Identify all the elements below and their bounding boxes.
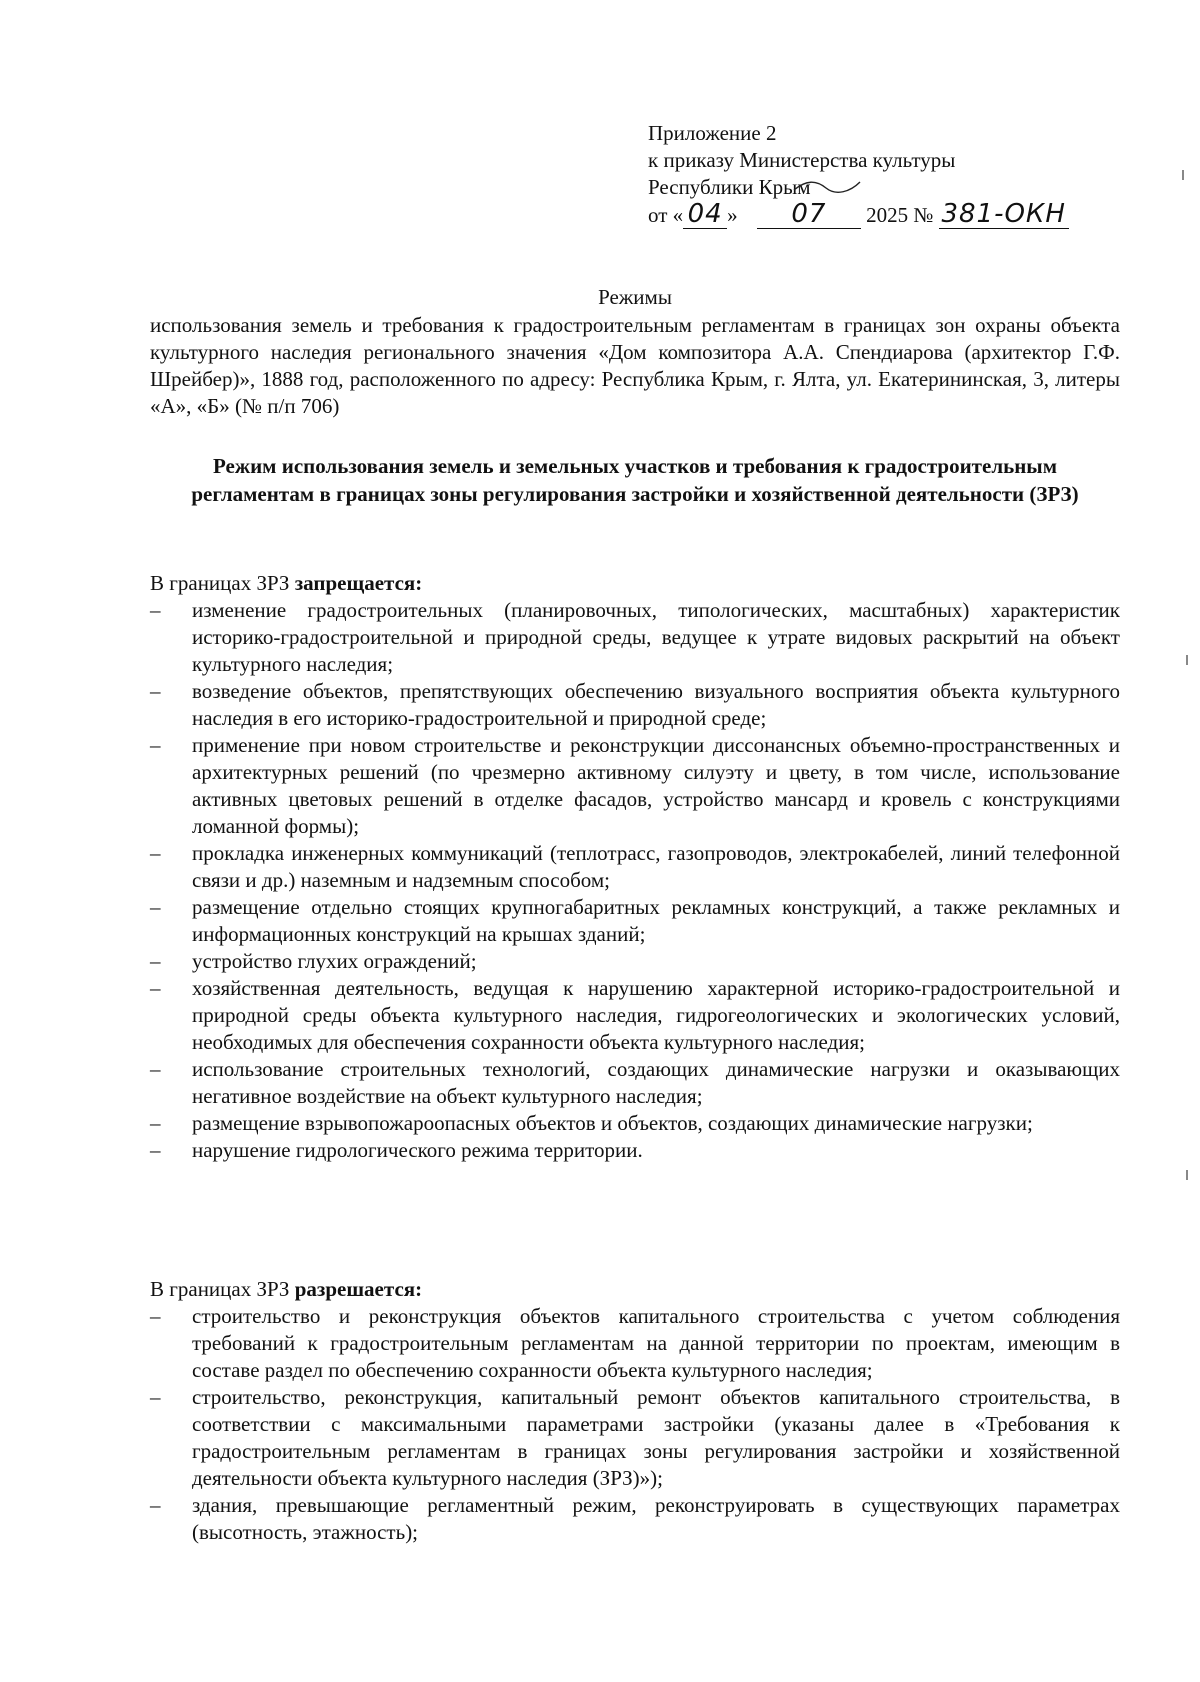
allowed-intro xyxy=(150,1276,1120,1303)
scan-artifact xyxy=(1186,655,1188,665)
list-item xyxy=(150,1137,1120,1164)
list-item xyxy=(150,1110,1120,1137)
allowed-list xyxy=(150,1303,1120,1546)
date-year: 2025 № xyxy=(866,203,934,227)
date-day: 04 xyxy=(683,201,727,229)
list-item xyxy=(150,975,1120,1056)
list-item xyxy=(150,1492,1120,1546)
intro-bold: разрешается: xyxy=(294,1277,423,1301)
prohibited-intro xyxy=(150,570,1120,597)
intro-text: В границах ЗРЗ xyxy=(150,571,295,595)
list-item xyxy=(150,678,1120,732)
scan-artifact xyxy=(1182,170,1184,180)
appendix-line: к приказу Министерства культуры xyxy=(648,148,956,172)
list-item xyxy=(150,1303,1120,1384)
dash-bullet: – xyxy=(150,895,161,919)
list-item-text: строительство и реконструкция объектов капитального строительства с учетом соблюдения требований к градостроительным регламентам на данной территории по проектам, имеющим в составе раздел по обеспечению сохранности объекта культурного наследия; xyxy=(192,1304,1120,1382)
list-item-text: здания, превышающие регламентный режим, реконструировать в существующих параметрах (высотность, этажность); xyxy=(192,1493,1120,1544)
dash-bullet: – xyxy=(150,679,161,703)
date-month: 07 xyxy=(757,201,861,229)
list-item xyxy=(150,732,1120,840)
list-item-text: возведение объектов, препятствующих обеспечению визуального восприятия объекта культурного наследия в его историко-градостроительной и природной среде; xyxy=(192,679,1120,730)
dash-bullet: – xyxy=(150,1057,161,1081)
list-item xyxy=(150,948,1120,975)
prohibited-list xyxy=(150,597,1120,1164)
allowed-section xyxy=(150,1276,1120,1546)
list-item-text: изменение градостроительных (планировочных, типологических, масштабных) характеристик историко-градостроительной и природной среды, ведущее к утрате видовых раскрытий на объект культурного наследия; xyxy=(192,598,1120,676)
scan-artifact xyxy=(1186,1170,1188,1180)
document-title: Режимы xyxy=(598,285,672,309)
list-item xyxy=(150,1056,1120,1110)
dash-bullet: – xyxy=(150,1138,161,1162)
appendix-date-line xyxy=(648,201,1168,229)
list-item xyxy=(150,1384,1120,1492)
list-item-text: устройство глухих ограждений; xyxy=(192,949,477,973)
dash-bullet: – xyxy=(150,841,161,865)
list-item-text: хозяйственная деятельность, ведущая к нарушению характерной историко-градостроительной и природной среды объекта культурного наследия, гидрогеологических и экологических условий, необходимых для обеспечения сохранности объекта культурного наследия; xyxy=(192,976,1120,1054)
dash-bullet: – xyxy=(150,1304,161,1328)
intro-bold: запрещается: xyxy=(294,571,423,595)
list-item-text: размещение отдельно стоящих крупногабаритных рекламных конструкций, а также рекламных и информационных конструкций на крышах зданий; xyxy=(192,895,1120,946)
dash-bullet: – xyxy=(150,976,161,1000)
list-item xyxy=(150,840,1120,894)
list-item-text: нарушение гидрологического режима территории. xyxy=(192,1138,643,1162)
list-item xyxy=(150,894,1120,948)
dash-bullet: – xyxy=(150,1493,161,1517)
order-number: 381-ОКН xyxy=(939,201,1069,229)
date-prefix: от « xyxy=(648,203,684,227)
list-item-text: строительство, реконструкция, капитальный ремонт объектов капитального строительства, в соответствии с максимальными параметрами застройки (указаны далее в «Требования к градостроительным регламентам в границах зоны регулирования застройки и хозяйственной деятельности объекта культурного наследия (ЗРЗ)»); xyxy=(192,1385,1120,1490)
date-mid: » xyxy=(727,203,738,227)
list-item-text: размещение взрывопожароопасных объектов и объектов, создающих динамические нагрузки; xyxy=(192,1111,1033,1135)
list-item-text: прокладка инженерных коммуникаций (теплотрасс, газопроводов, электрокабелей, линий телефонной связи и др.) наземным и надземным способом; xyxy=(192,841,1120,892)
document-subtitle: использования земель и требования к градостроительным регламентам в границах зон охраны объекта культурного наследия регионального значения «Дом композитора А.А. Спендиарова (архитектор Г.Ф. Шрейбер)», 1888 год, расположенного по адресу: Республика Крым, г. Ялта, ул. Екатерининская, 3, литеры «А», «Б» (№ п/п 706) xyxy=(150,313,1120,418)
dash-bullet: – xyxy=(150,598,161,622)
list-item xyxy=(150,597,1120,678)
appendix-header xyxy=(648,120,1168,229)
appendix-line: Приложение 2 xyxy=(648,121,777,145)
dash-bullet: – xyxy=(150,1385,161,1409)
dash-bullet: – xyxy=(150,1111,161,1135)
list-item-text: использование строительных технологий, создающих динамические нагрузки и оказывающих негативное воздействие на объект культурного наследия; xyxy=(192,1057,1120,1108)
appendix-line: Республики Крым xyxy=(648,175,811,199)
dash-bullet: – xyxy=(150,733,161,757)
dash-bullet: – xyxy=(150,949,161,973)
prohibited-section xyxy=(150,570,1120,1164)
section-heading: Режим использования земель и земельных участков и требования к градостроительным регламентам в границах зоны регулирования застройки и хозяйственной деятельности (ЗРЗ) xyxy=(191,454,1079,506)
intro-text: В границах ЗРЗ xyxy=(150,1277,295,1301)
list-item-text: применение при новом строительстве и реконструкции диссонансных объемно-пространственных и архитектурных решений (по чрезмерно активному силуэту и цвету, в том числе, использование активных цветовых решений в отделке фасадов, устройство мансард и кровель с конструкциями ломанной формы); xyxy=(192,733,1120,838)
handwriting-flourish xyxy=(792,176,862,194)
